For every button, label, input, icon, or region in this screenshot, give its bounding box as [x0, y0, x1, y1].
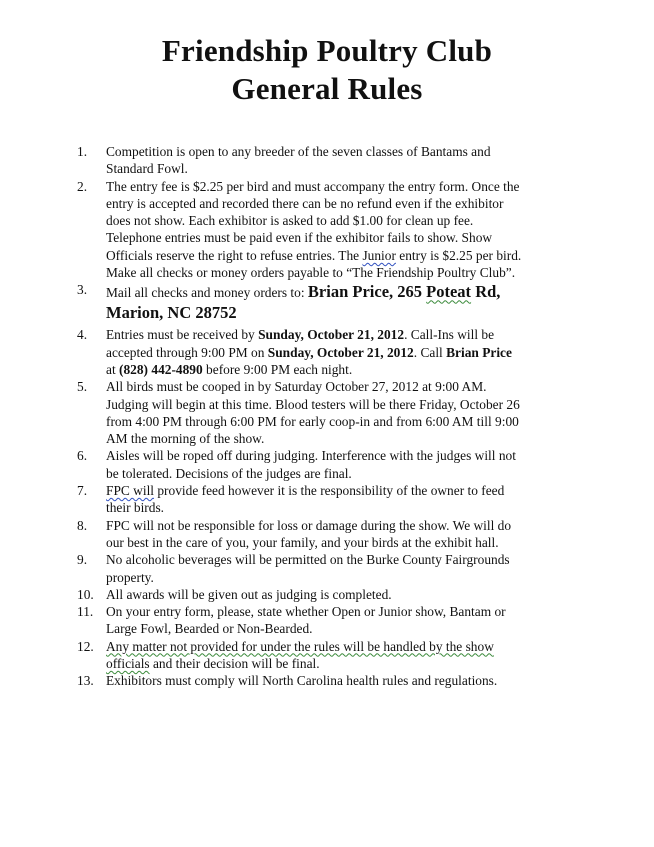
contact-name: Brian Price [446, 344, 512, 360]
rule-item-8 [0, 517, 654, 552]
rule-text-line: All awards will be given out as judging is completed. [106, 586, 392, 602]
rule-text-line: FPC will not be responsible for loss or damage during the show. We will do [106, 517, 512, 533]
rule-text-line [106, 361, 586, 378]
rule-text-line: Large Fowl, Bearded or Non-Bearded. [106, 621, 313, 637]
rule-text-fragment: Entries must be received by [106, 327, 259, 343]
rule-item-12 [0, 638, 654, 673]
mailing-street: Poteat [426, 282, 472, 302]
rule-text-line: On your entry form, please, state whether Open or Junior show, Bantam or [106, 604, 506, 620]
rule-text-line: All birds must be cooped in by Saturday October 27, 2012 at 9:00 AM. [106, 379, 487, 395]
rule-number: 2. [77, 178, 88, 194]
mailing-name: Brian Price, 265 [307, 282, 427, 302]
rule-item-9 [0, 551, 654, 586]
rule-item-7 [0, 482, 654, 517]
rule-item-5 [0, 378, 654, 447]
rule-text-line: AM the morning of the show. [106, 431, 265, 447]
callin-date: Sunday, October 21, 2012 [267, 344, 414, 360]
rule-text-line [106, 482, 586, 499]
rule-text-fragment: Mail all checks and money orders to: [106, 285, 308, 301]
rule-text-line [106, 247, 586, 264]
rule-number: 4. [77, 327, 88, 343]
rule-number: 10. [77, 586, 94, 602]
rule-text-line: The entry fee is $2.25 per bird and must accompany the entry form. Once the [106, 178, 520, 194]
rule-text-fragment: at [106, 361, 120, 377]
rule-item-6 [0, 447, 654, 482]
mailing-rd: Rd, [471, 282, 501, 302]
rule-number: 5. [77, 379, 88, 395]
spellcheck-word: officials [106, 656, 150, 672]
rule-text-line: Standard Fowl. [106, 161, 188, 177]
rule-text-fragment: . Call [413, 344, 447, 360]
rule-text-line [106, 655, 586, 672]
rule-text-line: Aisles will be roped off during judging. Interference with the judges will not [106, 448, 516, 464]
rule-text-line: from 4:00 PM through 6:00 PM for early coop-in and from 6:00 AM till 9:00 [106, 413, 519, 429]
rule-number: 7. [77, 483, 88, 499]
rule-number: 6. [77, 448, 88, 464]
rule-number: 12. [77, 638, 94, 654]
rule-item-3 [0, 281, 654, 323]
rule-item-11 [0, 603, 654, 638]
rule-text-line: our best in the care of you, your family, and your birds at the exhibit hall. [106, 534, 499, 550]
rule-number: 11. [77, 604, 94, 620]
rule-text-line: Competition is open to any breeder of the seven classes of Bantams and [106, 144, 491, 159]
rule-number: 8. [77, 517, 88, 533]
rule-text-fragment: provide feed however it is the responsibility of the owner to feed [154, 483, 505, 499]
rule-item-1 [0, 143, 654, 178]
rule-item-2 [0, 178, 654, 282]
rule-text-fragment: accepted through 9:00 PM on [106, 344, 268, 360]
mailing-city: Marion, NC 28752 [106, 303, 237, 323]
rule-number: 3. [77, 282, 88, 298]
rule-text-line: their birds. [106, 500, 165, 516]
rule-text-fragment: Officials reserve the right to refuse entries. The [106, 247, 363, 263]
rule-text-line: entry is accepted and recorded there can be no refund even if the exhibitor [106, 195, 504, 211]
spellcheck-word: Junior [362, 247, 396, 263]
rule-text-fragment: before 9:00 PM each night. [202, 361, 353, 377]
rule-text-line: property. [106, 569, 154, 585]
rule-number: 13. [77, 673, 94, 689]
page-title [0, 0, 654, 108]
rules-list [0, 143, 654, 690]
rule-text-line: be tolerated. Decisions of the judges are final. [106, 465, 352, 481]
rule-text-line: Telephone entries must be paid even if the exhibitor fails to show. Show [106, 230, 493, 246]
rule-number: 1. [77, 144, 88, 159]
rule-text-line: does not show. Each exhibitor is asked to add $1.00 for clean up fee. [106, 213, 474, 229]
rule-text-line: No alcoholic beverages will be permitted on the Burke County Fairgrounds [106, 552, 510, 568]
title-line-2: General Rules [231, 71, 423, 106]
title-line-1: Friendship Poultry Club [161, 33, 493, 68]
rule-text-line [106, 344, 586, 361]
rule-number: 9. [77, 552, 88, 568]
rule-item-13 [0, 672, 654, 689]
contact-phone: (828) 442-4890 [119, 361, 203, 377]
rule-item-4 [0, 326, 654, 378]
rule-text-line [106, 281, 586, 302]
rule-text-line: Exhibitors must comply will North Carolina health rules and regulations. [106, 673, 498, 689]
spellcheck-phrase: FPC will [106, 483, 155, 499]
rule-text-fragment: entry is $2.25 per bird. [395, 247, 522, 263]
rule-item-10 [0, 586, 654, 603]
rule-text-line [106, 326, 586, 343]
rule-text-line: Any matter not provided for under the rules will be handled by the show [106, 638, 494, 654]
rule-text-line: Judging will begin at this time. Blood testers will be there Friday, October 26 [106, 396, 520, 412]
rule-text-fragment: and their decision will be final. [149, 656, 320, 672]
deadline-date: Sunday, October 21, 2012 [258, 327, 405, 343]
rule-text-line: Make all checks or money orders payable to “The Friendship Poultry Club”. [106, 265, 516, 281]
rule-text-fragment: . Call-Ins will be [404, 327, 495, 343]
